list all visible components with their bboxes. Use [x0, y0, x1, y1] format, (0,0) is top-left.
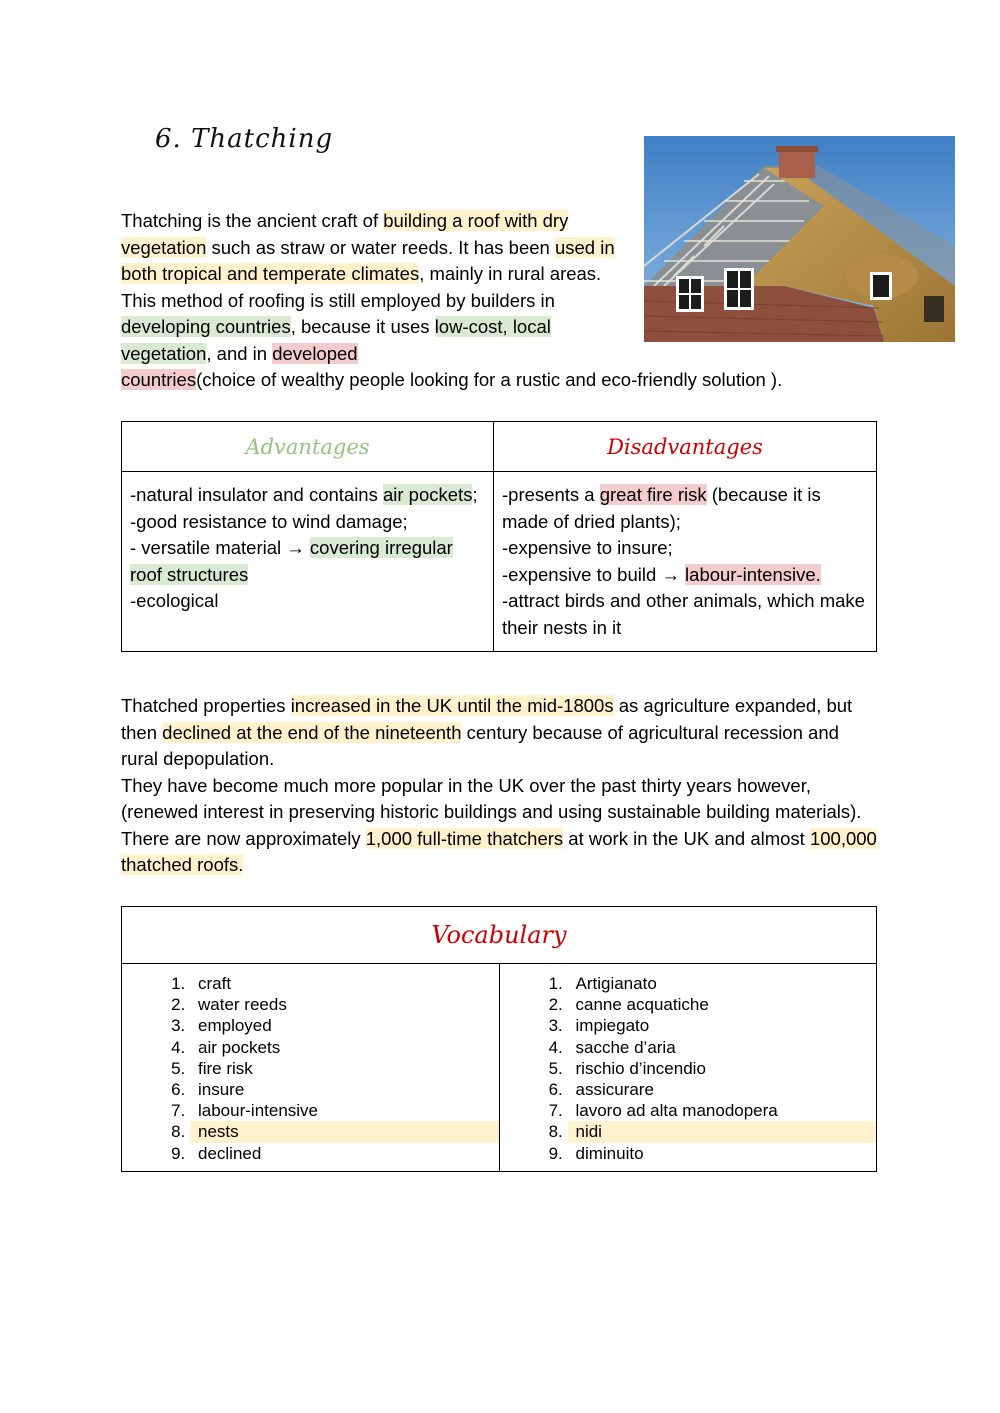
advantage-item: -ecological	[130, 590, 219, 611]
advantages-header: Advantages	[122, 422, 494, 472]
vocabulary-item: 5. rischio d’incendio	[568, 1058, 877, 1079]
vocabulary-item: 3. employed	[190, 1015, 499, 1036]
highlight-thatchers: 1,000 full-time thatchers	[365, 827, 564, 849]
highlight-climates: used in both tropical and temperate climates	[121, 236, 615, 284]
english-word-list	[122, 973, 499, 1164]
disadvantage-item: -expensive to build → labour-intensive.	[502, 563, 821, 585]
disadvantage-item: -presents a great fire risk (because it is made of dried plants);	[502, 484, 821, 532]
intro-text: such as straw or water reeds. It has been	[206, 236, 555, 258]
vocabulary-item: 3. impiegato	[568, 1015, 877, 1036]
vocabulary-english-column	[122, 964, 500, 1172]
history-part-1: Thatched properties increased in the UK until the mid-1800s as agriculture expanded, but then declined at the end of the nineteenth century because of agricultural recession and rural depopulation.	[121, 695, 853, 769]
vocabulary-item: 5. fire risk	[190, 1058, 499, 1079]
intro-paragraph-end	[121, 367, 881, 394]
intro-paragraph	[121, 208, 621, 367]
italian-word-list	[500, 973, 877, 1164]
intro-text: Thatching is the ancient craft of	[121, 210, 384, 231]
vocabulary-item: 9. diminuito	[568, 1143, 877, 1164]
advantages-disadvantages-table	[121, 421, 877, 652]
vocabulary-header: Vocabulary	[122, 907, 877, 964]
vocabulary-item: 7. lavoro ad alta manodopera	[568, 1100, 877, 1121]
intro-text: (choice of wealthy people looking for a rustic and eco-friendly solution ).	[196, 369, 783, 390]
highlight-declined: declined at the end of the nineteenth	[162, 721, 462, 743]
intro-text: , and in	[206, 342, 273, 364]
vocabulary-item: 4. air pockets	[190, 1037, 499, 1058]
highlight-developed: developed	[272, 342, 358, 364]
disadvantage-item: -expensive to insure;	[502, 537, 673, 558]
disadvantages-header: Disadvantages	[494, 422, 877, 472]
vocabulary-item: 7. labour-intensive	[190, 1100, 499, 1121]
highlight-low-cost: low-cost, local vegetation	[121, 316, 551, 364]
history-part-2: They have become much more popular in the UK over the past thirty years however, (renewed interest in preserving historic buildings and using sustainable building materials). There are now approximately 1,000 full-time thatchers at work in the UK and almost 100,000 thatched roofs.	[121, 774, 877, 875]
history-paragraph	[121, 693, 881, 879]
thatched-roof-photo	[644, 136, 955, 342]
highlight-irregular-roofs: covering irregular roof structures	[130, 537, 453, 585]
vocabulary-item: 2. canne acquatiche	[568, 994, 877, 1015]
disadvantages-cell	[494, 472, 877, 652]
disadvantage-item: -attract birds and other animals, which make their nests in it	[502, 590, 865, 638]
advantage-item: -good resistance to wind damage;	[130, 510, 408, 532]
page-title: 6. Thatching	[155, 124, 334, 154]
vocabulary-table	[121, 906, 877, 1172]
highlight-thatched-roofs: 100,000 thatched roofs.	[121, 827, 877, 875]
advantage-item: -natural insulator and contains air pockets;	[130, 484, 478, 505]
vocabulary-item: 2. water reeds	[190, 994, 499, 1015]
vocabulary-item: 8. nests	[190, 1121, 499, 1142]
highlight-developing-countries: developing countries	[121, 316, 291, 337]
advantage-item: - versatile material → covering irregular roof structures	[130, 537, 453, 585]
highlight-dry-vegetation: building a roof with dry vegetation	[121, 210, 569, 258]
vocabulary-item: 1. craft	[190, 973, 499, 994]
advantages-cell	[122, 472, 494, 652]
vocabulary-italian-column	[499, 964, 877, 1172]
vocabulary-item: 6. assicurare	[568, 1079, 877, 1100]
highlight-countries: countries	[121, 369, 197, 390]
intro-text: , mainly in rural areas. This method of roofing is still employed by builders in	[121, 263, 602, 311]
intro-text: , because it uses	[290, 316, 435, 337]
highlight-fire-risk: great fire risk	[599, 484, 707, 505]
highlight-labour-intensive: labour-intensive.	[685, 563, 821, 585]
vocabulary-item: 8. nidi	[568, 1121, 877, 1142]
vocabulary-item: 9. declined	[190, 1143, 499, 1164]
highlight-air-pockets: air pockets	[382, 484, 473, 505]
vocabulary-item: 4. sacche d’aria	[568, 1037, 877, 1058]
vocabulary-item: 6. insure	[190, 1079, 499, 1100]
vocabulary-item: 1. Artigianato	[568, 973, 877, 994]
highlight-increased: increased in the UK until the mid-1800s	[290, 695, 614, 716]
